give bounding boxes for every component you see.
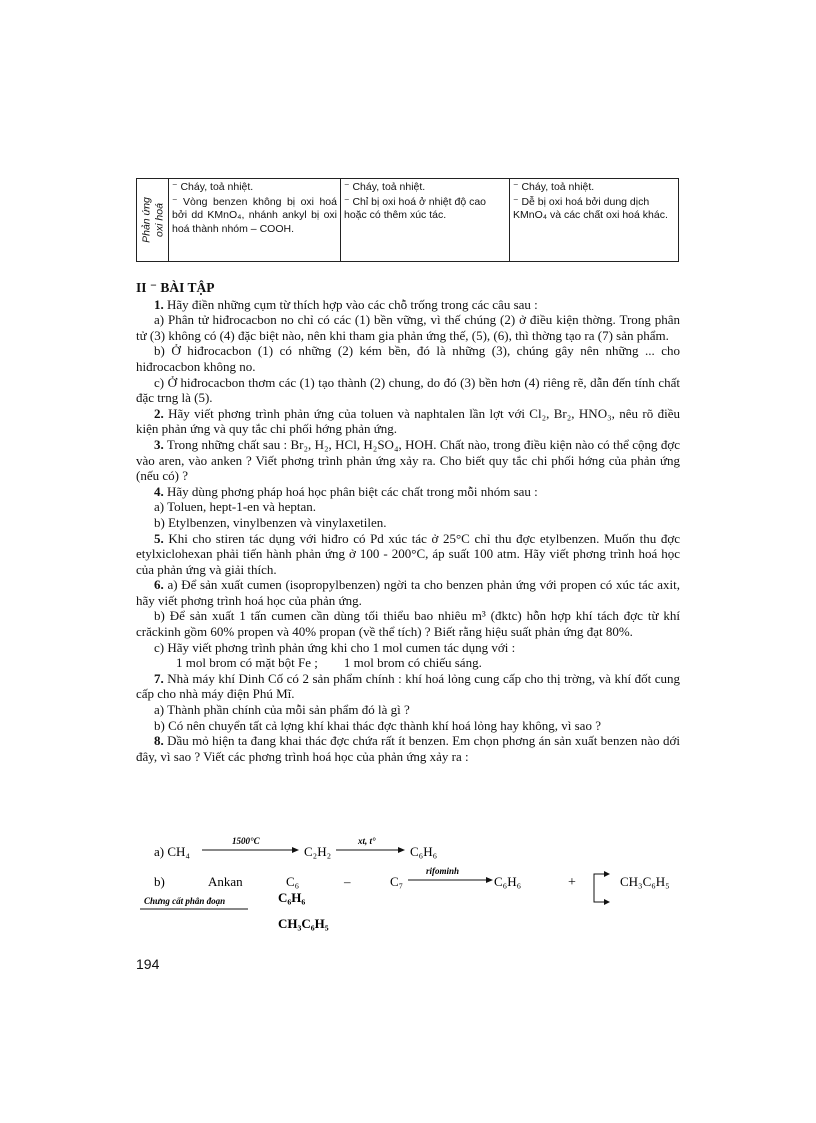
exercise-8: 8. Dầu mỏ hiện ta đang khai thác đợc chứa rất ít benzen. Em chọn phơng án sản xuất benzen nào dới đây, vì sao ? Viết các phơng trình hoá học của phản ứng xảy ra :: [136, 733, 681, 764]
exercise-6-c: c) Hãy viết phơng trình phản ứng khi cho 1 mol cumen tác dụng với :: [154, 639, 516, 655]
bracket-arrow: [594, 874, 606, 902]
exercise-7-b: b) Có nên chuyển tất cả lợng khí khai thác đợc thành khí hoá lỏng hay không, vì sao ?: [154, 717, 601, 733]
exercise-6-c-items: 1 mol brom có mặt bột Fe ; 1 mol brom có chiếu sáng.: [176, 655, 482, 671]
reaction-b-c6: C₆: [286, 874, 300, 889]
reaction-b-cond: rifominh: [426, 866, 460, 876]
exercise-1-b: b) Ở hiđrocacbon (1) có những (2) kém bền, đó là những (3), chúng gây nên những ... cho hiđrocacbon không no.: [136, 343, 680, 374]
reaction-b-product: C₆H₆: [494, 874, 522, 889]
reaction-b-out1: C₆H₆: [278, 890, 306, 905]
reaction-a-label: a) CH₄: [154, 844, 190, 859]
cell-line: ⁻ Cháy, toả nhiệt.: [172, 181, 254, 193]
reaction-b-c7: C₇: [390, 874, 404, 889]
oxidation-table: [136, 178, 679, 262]
arrow-1-head: [292, 847, 299, 853]
exercise-4-a: a) Toluen, hept-1-en và heptan.: [154, 499, 317, 515]
reaction-a-p1: C₂H₂: [304, 844, 332, 859]
reaction-b-out2: CH₃C₆H₅: [278, 916, 329, 931]
section-title: II ⁻ BÀI TẬP: [136, 280, 215, 295]
reaction-b-side: CH₃C₆H₅: [620, 874, 670, 889]
reaction-b-label: b): [154, 874, 165, 889]
row-header-line1: Phản ứng: [139, 197, 152, 243]
cell-line: ⁻ Dễ bị oxi hoá bởi dung dịch KMnO₄ và các chất oxi hoá khác.: [513, 195, 668, 222]
reaction-a-cond1: 1500°C: [232, 836, 260, 846]
exercise-1-intro: 1. Hãy điền những cụm từ thích hợp vào các chỗ trống trong các câu sau :: [154, 296, 538, 312]
reaction-b-plus: +: [568, 875, 576, 890]
arrow-2-head: [398, 847, 405, 853]
bracket-arrow-head-top: [604, 871, 610, 877]
cell-anken: [510, 179, 679, 262]
cell-ankan: [341, 179, 510, 262]
exercise-3: 3. Trong những chất sau : Br₂, H₂, HCl, H₂SO₄, HOH. Chất nào, trong điều kiện nào có thể cộng đợc vào aren, vào anken ? Viết phơng trình phản ứng xảy ra. Cho biết quy tắc chi phối hớng của phản ứng (nếu có) ?: [136, 436, 680, 484]
exercise-5: 5. Khi cho stiren tác dụng với hiđro có Pd xúc tác ở 25°C chỉ thu đợc etylbenzen. Muốn thu đợc etylxiclohexan phải tiến hành phản ứng ở 100 - 200°C, áp suất 100 atm. Hãy viết phơng trình hoá học của phản ứng và giải thích.: [136, 530, 680, 577]
exercise-2: 2. Hãy viết phơng trình phản ứng của toluen và naphtalen lần lợt với Cl₂, Br₂, HNO₃, nêu rõ điều kiện phản ứng và quy tắc chi phối hớng phản ứng.: [136, 405, 680, 437]
table-row: [137, 179, 679, 262]
exercise-6-a: 6. a) Để sản xuất cumen (isopropylbenzen) ngời ta cho benzen phản ứng với propen có xúc tác axit, hãy viết phơng trình hoá học của phản ứng.: [136, 577, 680, 608]
reaction-b-distill: Chưng cất phân đoạn: [144, 896, 226, 906]
arrow-3-head: [486, 877, 493, 883]
exercise-4-b: b) Etylbenzen, vinylbenzen và vinylaxetilen.: [154, 514, 387, 530]
exercises-content: [136, 280, 680, 764]
cell-line: ⁻ Cháy, toả nhiệt.: [513, 181, 595, 193]
cell-line: ⁻ Vòng benzen không bị oxi hoá bởi dd KMnO₄, nhánh ankyl bị oxi hoá thành nhóm – COOH.: [172, 195, 337, 235]
reaction-a-cond2: xt, t°: [358, 836, 376, 846]
exercise-1-a: a) Phân tử hiđrocacbon no chỉ có các (1) bền vững, vì thế chúng (2) ở điều kiện thờng. Trong phân tử (3) không có (4) đặc biệt nào, nên khi tham gia phản ứng thế, (5), (6), thì thờng tạo ra (7) sản phẩm.: [136, 312, 680, 343]
page-number: 194: [136, 956, 160, 972]
cell-line: ⁻ Chỉ bị oxi hoá ở nhiệt độ cao hoặc có thêm xúc tác.: [344, 195, 487, 222]
cell-ankylbenzen: [169, 179, 341, 262]
exercise-4-intro: 4. Hãy dùng phơng pháp hoá học phân biệt các chất trong mỗi nhóm sau :: [154, 483, 538, 499]
oxidation-table-wrap: [136, 178, 678, 262]
cell-line: ⁻ Cháy, toả nhiệt.: [344, 181, 426, 193]
bracket-arrow-head-bottom: [604, 899, 610, 905]
exercise-7: 7. Nhà máy khí Dinh Cố có 2 sản phẩm chính : khí hoá lỏng cung cấp cho thị trờng, và khí đốt cung cấp cho nhà máy điện Phú Mĩ.: [136, 670, 680, 702]
row-header: [137, 179, 169, 262]
exercise-6-b: b) Để sản xuất 1 tấn cumen cần dùng tối thiểu bao nhiêu m³ (đktc) hỗn hợp khí tách đợc từ khí crăckinh gồm 60% propen và 40% propan (về thể tích) ? Biết rằng hiệu suất phản ứng đạt 80%.: [136, 608, 680, 640]
exercise-1-c: c) Ở hiđrocacbon thơm các (1) tạo thành (2) chung, do đó (3) bền hơn (4) riêng rẽ, dẫn đến tính chất đặc trng là (5).: [136, 374, 680, 406]
reaction-b: [136, 864, 680, 934]
reaction-b-alkane: Ankan: [208, 874, 243, 889]
exercise-7-a: a) Thành phần chính của mỗi sản phẩm đó là gì ?: [154, 702, 410, 718]
reaction-b-dash: –: [344, 874, 351, 889]
row-header-text: [140, 197, 165, 243]
reaction-a-p2: C₆H₆: [410, 844, 438, 859]
reaction-a: [136, 832, 680, 862]
row-header-line2: oxi hoá: [152, 203, 165, 237]
